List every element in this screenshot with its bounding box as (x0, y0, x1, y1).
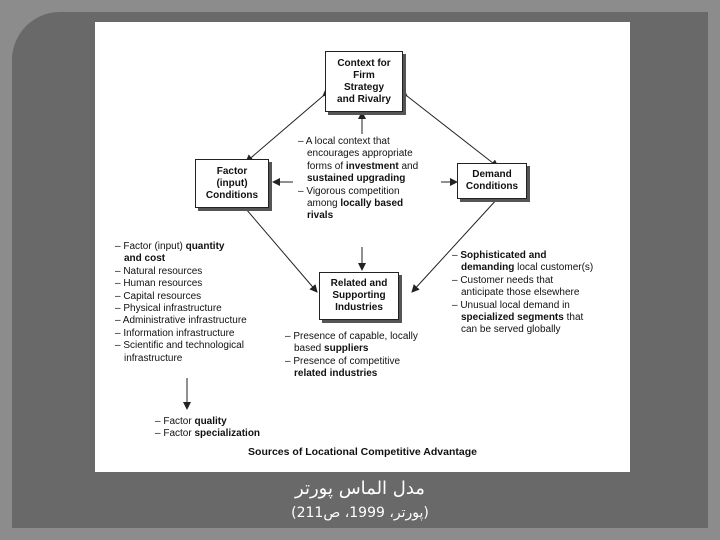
box-firm-strategy: Context for Firm Strategy and Rivalry (325, 51, 403, 112)
text-line: – Physical infrastructure (115, 303, 222, 315)
text-line: – A local context that (298, 136, 390, 147)
text-line: encourages appropriate (307, 148, 413, 160)
text-line: and cost (124, 253, 166, 265)
text-line: – Vigorous competition (298, 185, 400, 197)
text-line: based suppliers (294, 343, 369, 355)
text-line: forms of investment and (307, 160, 419, 172)
text-line: – Unusual local demand in (452, 299, 570, 311)
slide-citation: (پورتر، 1999، ص211) (291, 505, 429, 521)
text-line: demanding local customer(s) (461, 262, 594, 274)
text-line: specialized segments that (461, 312, 584, 324)
arrow-strategy-demand (407, 96, 498, 167)
slide-title: مدل الماس پورتر (295, 478, 425, 499)
text-line: related industries (294, 368, 378, 380)
box-demand-conditions: Demand Conditions (457, 163, 527, 199)
box-factor-conditions: Factor (input) Conditions (195, 159, 269, 208)
factor-list (115, 241, 247, 365)
diamond-figure (95, 22, 630, 472)
text-line: can be served globally (461, 324, 561, 336)
text-line: – Natural resources (115, 265, 203, 277)
text-line: – Factor (input) quantity (115, 241, 225, 252)
text-line: – Administrative infrastructure (115, 315, 247, 327)
text-line: sustained upgrading (307, 173, 406, 185)
text-line: among locally based (307, 198, 404, 210)
related-list (285, 331, 418, 381)
text-line: anticipate those elsewhere (461, 287, 580, 299)
figure-caption: Sources of Locational Competitive Advantage (248, 446, 477, 458)
text-line: – Capital resources (115, 290, 202, 302)
box-related-industries: Related and Supporting Industries (319, 272, 399, 320)
text-line: – Human resources (115, 278, 203, 290)
text-line: – Factor specialization (155, 428, 261, 440)
strategy-description (298, 136, 418, 223)
text-line: – Information infrastructure (115, 327, 235, 339)
text-line: – Presence of capable, locally (285, 331, 418, 342)
text-line: – Sophisticated and (452, 250, 547, 261)
text-line: – Customer needs that (452, 274, 554, 286)
factor-quality-list (155, 416, 260, 441)
text-line: rivals (307, 210, 334, 222)
text-line: – Presence of competitive (285, 355, 401, 367)
text-line: – Scientific and technological (115, 340, 244, 352)
demand-list (452, 250, 593, 337)
text-line: infrastructure (124, 352, 183, 364)
text-line: – Factor quality (155, 416, 227, 427)
